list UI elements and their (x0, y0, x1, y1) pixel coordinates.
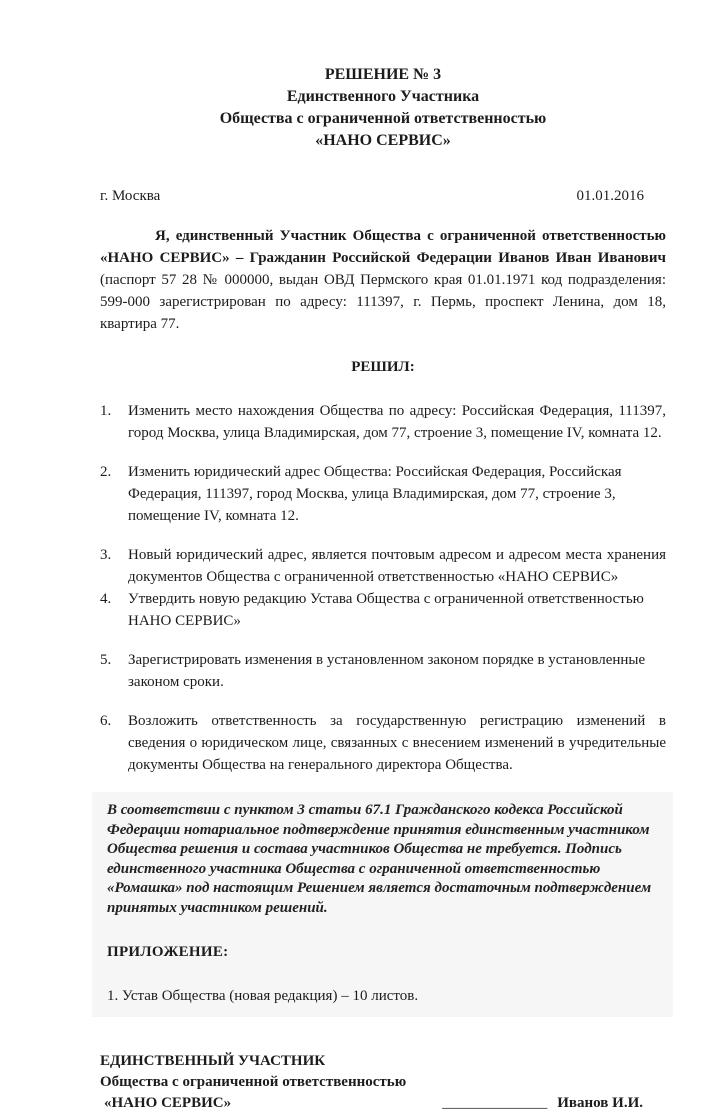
resolution-text: Новый юридический адрес, является почтовым адресом и адресом места хранения документов Общества с ограниченной ответственностью «НАНО СЕРВИС» (128, 547, 666, 585)
notarial-note-box (92, 792, 673, 1017)
resolution-text: Изменить место нахождения Общества по адресу: Российская Федерация, 111397, город Москва, улица Владимирская, дом 77, строение 3, помещение IV, комната 12. (128, 403, 666, 441)
resolution-text: Зарегистрировать изменения в установленном законом порядке в установленные законом сроки. (128, 652, 646, 690)
signature-company-type: Общества с ограниченной ответственностью (100, 1074, 407, 1090)
resolution-item-5 (100, 649, 666, 693)
resolution-number: 1. (100, 403, 112, 419)
document-city: г. Москва (100, 188, 161, 204)
appendix-item: 1. Устав Общества (новая редакция) – 10 листов. (107, 988, 419, 1004)
resolution-item-3 (100, 544, 666, 588)
document-header (100, 64, 666, 152)
resolution-text: Возложить ответственность за государственную регистрацию изменений в сведения о юридическом лице, связанных с внесением изменений в учредительные документы Общества на генерального директора Общества. (128, 713, 666, 773)
resolution-item-2 (100, 461, 666, 527)
document-subtitle-participant: Единственного Участника (286, 88, 480, 105)
resolutions-list (100, 400, 666, 776)
resolution-number: 2. (100, 464, 112, 480)
resolution-text: Утвердить новую редакцию Устава Общества с ограниченной ответственностью НАНО СЕРВИС» (128, 591, 644, 629)
resolution-item-1 (100, 400, 666, 444)
resolution-text: Изменить юридический адрес Общества: Российская Федерация, Российская Федерация, 111397, город Москва, улица Владимирская, дом 77, строение 3, помещение IV, комната 12. (128, 464, 622, 524)
notarial-note-text: В соответствии с пунктом 3 статьи 67.1 Гражданского кодекса Российской Федерации нотариальное подтверждение принятия единственным участником Общества решения и состава участников Общества не требуется. Подпись единственного участника Общества с ограниченной ответственностью «Ромашка» под настоящим Решением является достаточным подтверждением принятых участником решений. (107, 802, 652, 916)
resolved-heading: РЕШИЛ: (351, 359, 415, 375)
resolution-number: 3. (100, 547, 112, 563)
signature-company-name: «НАНО СЕРВИС» (104, 1095, 232, 1111)
signature-name: Иванов И.И. (557, 1095, 643, 1111)
document-title: РЕШЕНИЕ № 3 (324, 66, 442, 83)
signature-role: ЕДИНСТВЕННЫЙ УЧАСТНИК (100, 1053, 326, 1069)
appendix-heading: ПРИЛОЖЕНИЕ: (107, 944, 229, 960)
document-subtitle-company-type: Общества с ограниченной ответственностью (219, 110, 547, 127)
meta-row (100, 188, 666, 205)
resolution-number: 6. (100, 713, 112, 729)
preamble-bold-text: Я, единственный Участник Общества с ограниченной ответственностью «НАНО СЕРВИС» – Гражданин Российской Федерации Иванов Иван Иванович (100, 228, 666, 266)
document-date: 01.01.2016 (576, 188, 644, 204)
resolution-number: 4. (100, 591, 112, 607)
resolution-item-6 (100, 710, 666, 776)
resolution-item-4 (100, 588, 666, 632)
preamble-regular-text: (паспорт 57 28 № 000000, выдан ОВД Пермского края 01.01.1971 код подразделения: 599-000 зарегистрирован по адресу: 111397, г. Пермь, проспект Ленина, дом 18, квартира 77. (100, 272, 666, 332)
resolution-number: 5. (100, 652, 112, 668)
document-subtitle-company-name: «НАНО СЕРВИС» (315, 132, 451, 149)
signature-right-group (231, 1093, 666, 1114)
preamble-paragraph (100, 225, 666, 335)
signature-block (100, 1051, 666, 1114)
signature-row (100, 1093, 666, 1114)
signature-line: ______________ (442, 1095, 548, 1111)
